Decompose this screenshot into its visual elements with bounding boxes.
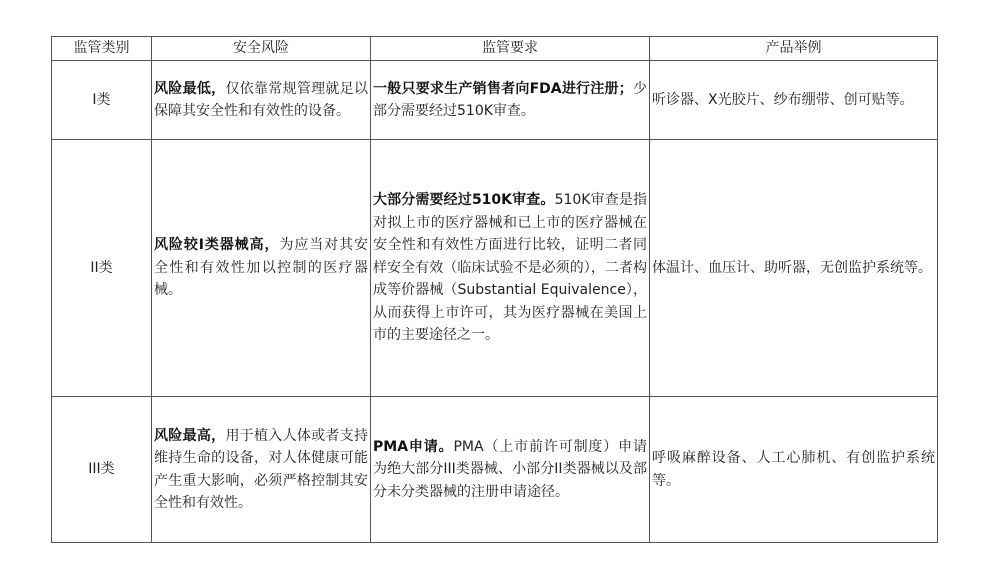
risk-text: 仅依靠常规管理就足以保障其安全性和有效性的设备。 [154, 80, 369, 119]
risk-text: 为应当对其安全性和有效性加以控制的医疗器械。 [154, 237, 369, 299]
risk-cell [152, 397, 371, 543]
table-row [52, 140, 938, 397]
requirement-cell [371, 397, 650, 543]
risk-cell [152, 61, 371, 140]
table-header-row [52, 37, 938, 61]
header-examples: 产品举例 [650, 37, 938, 61]
risk-emphasis: 风险最高， [154, 427, 226, 444]
regulation-table [51, 36, 938, 543]
examples-cell: 体温计、血压计、助听器，无创监护系统等。 [650, 140, 938, 397]
risk-text: 用于植入人体或者支持维持生命的设备，对人体健康可能产生重大影响，必须严格控制其安全性和有效性。 [154, 427, 369, 511]
requirement-text: 少部分需要经过510K审查。 [373, 80, 647, 119]
requirement-cell [371, 140, 650, 397]
header-requirement: 监管要求 [371, 37, 650, 61]
requirement-text: 510K审查是指对拟上市的医疗器械和已上市的医疗器械在安全性和有效性方面进行比较，证明二者同样安全有效（临床试验不是必须的），二者构成等价器械（Substantial Equivalence），从而获得上市许可，其为医疗器械在美国上市的主要途径之一。 [373, 192, 648, 344]
requirement-emphasis: 一般只要求生产销售者向FDA进行注册； [373, 80, 633, 97]
header-risk: 安全风险 [152, 37, 371, 61]
table-row [52, 61, 938, 140]
category-cell: II类 [52, 140, 152, 397]
risk-cell [152, 140, 371, 397]
risk-emphasis: 风险最低， [154, 80, 226, 97]
category-cell: III类 [52, 397, 152, 543]
examples-cell: 呼吸麻醉设备、人工心肺机、有创监护系统等。 [650, 397, 938, 543]
examples-cell: 听诊器、X光胶片、纱布绷带、创可贴等。 [650, 61, 938, 140]
category-cell: I类 [52, 61, 152, 140]
requirement-emphasis: PMA申请。 [373, 438, 454, 455]
header-category: 监管类别 [52, 37, 152, 61]
risk-emphasis: 风险较I类器械高， [154, 237, 280, 254]
requirement-cell [371, 61, 650, 140]
requirement-emphasis: 大部分需要经过510K审查。 [373, 192, 555, 209]
requirement-text: PMA（上市前许可制度）申请为绝大部分III类器械、小部分II类器械以及部分未分类器械的注册申请途径。 [373, 438, 647, 500]
table-row [52, 397, 938, 543]
